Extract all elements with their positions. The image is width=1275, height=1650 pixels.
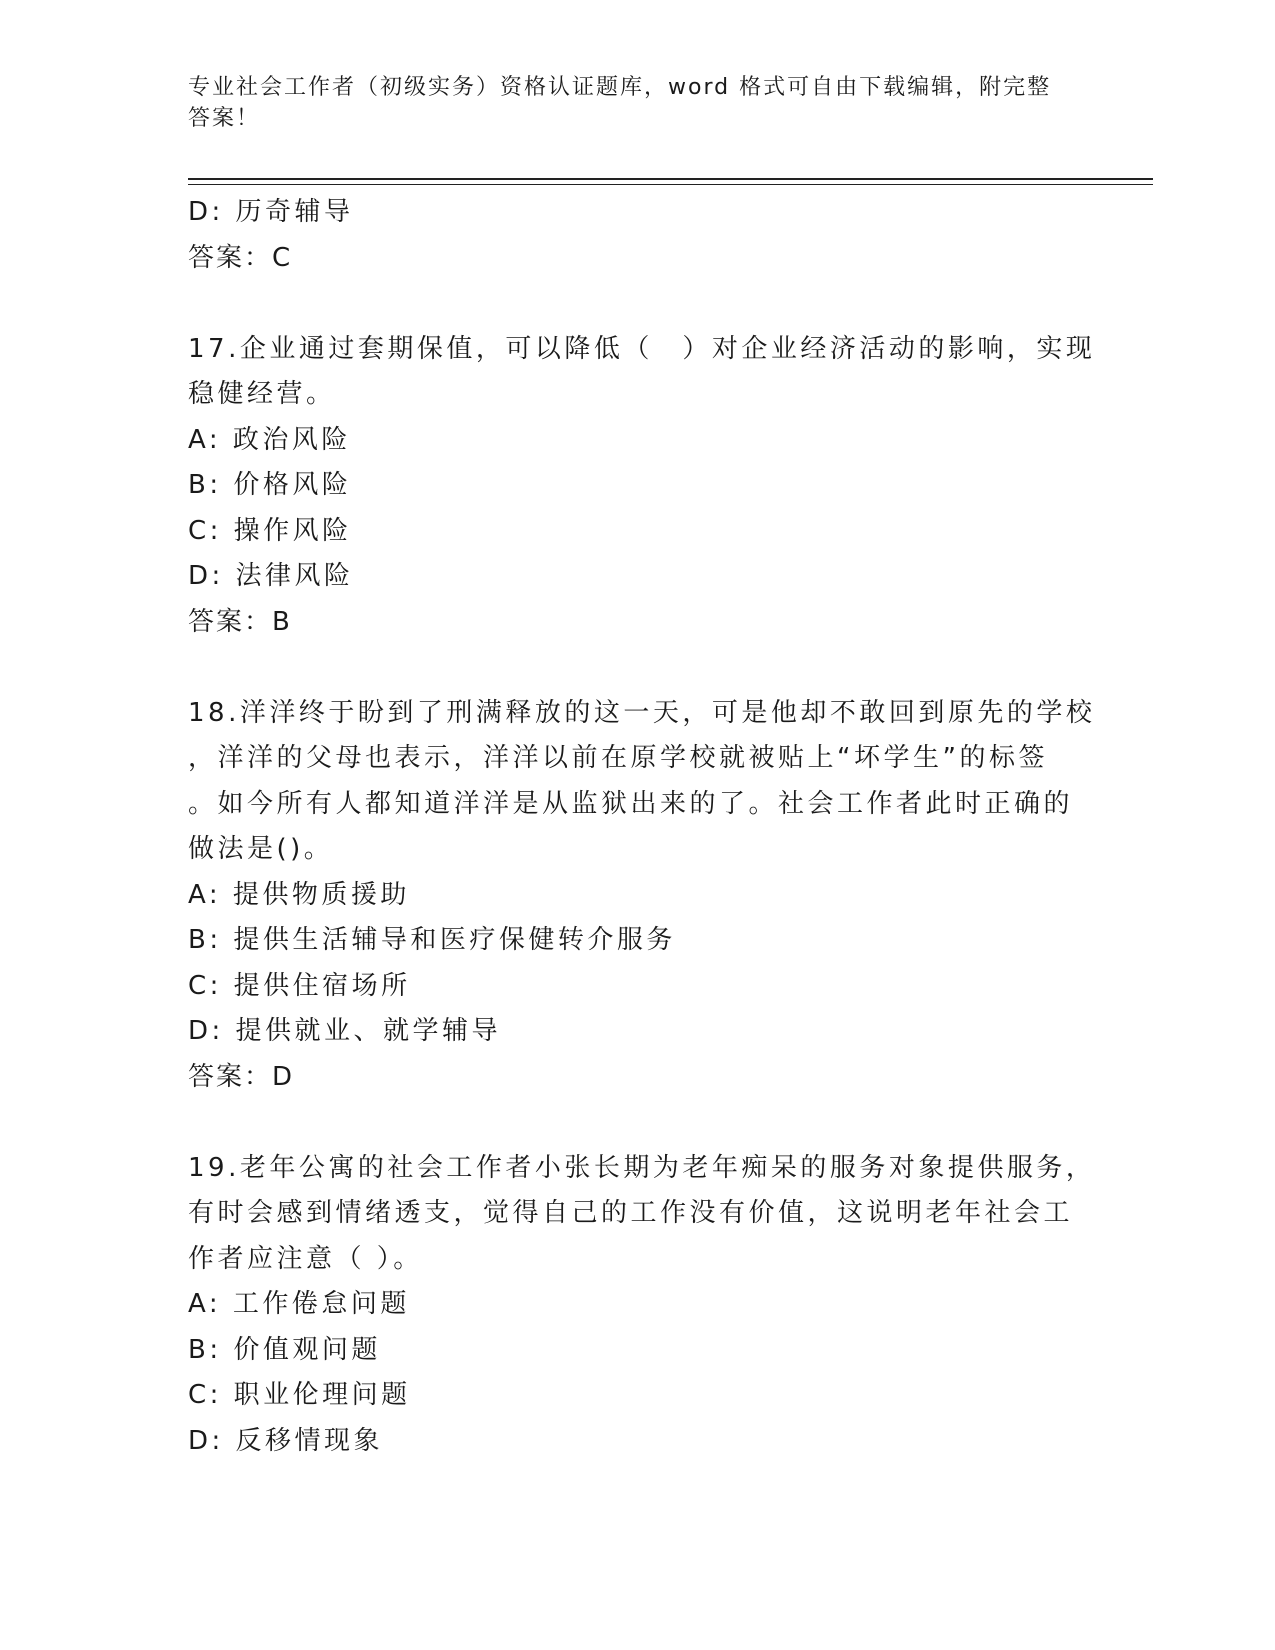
option-d: D: 法律风险 — [188, 561, 354, 591]
option-a: A: 工作倦怠问题 — [188, 1289, 410, 1319]
option-c: C: 提供住宿场所 — [188, 970, 411, 1001]
answer-line: 答案：D — [188, 1061, 295, 1092]
spacer — [188, 281, 1088, 327]
spacer — [188, 645, 1088, 691]
spacer — [188, 1100, 1088, 1146]
question-content — [188, 190, 1096, 1464]
option-b: B: 提供生活辅导和医疗保健转介服务 — [188, 925, 676, 955]
question-stem-line: 作者应注意（ ）。 — [188, 1243, 423, 1274]
option-d: D: 历奇辅导 — [188, 197, 354, 227]
question-stem-line: 。如今所有人都知道洋洋是从监狱出来的了。社会工作者此时正确的 — [188, 788, 1074, 819]
question-stem-line: 19.老年公寓的社会工作者小张长期为老年痴呆的服务对象提供服务， — [188, 1152, 1096, 1183]
option-b: B: 价值观问题 — [188, 1334, 381, 1365]
question-17 — [188, 327, 1096, 646]
question-stem-line: 17.企业通过套期保值，可以降低（ ）对企业经济活动的影响，实现 — [188, 333, 1096, 364]
question-stem-line: 稳健经营。 — [188, 379, 336, 409]
option-d: D: 提供就业、就学辅导 — [188, 1016, 502, 1046]
option-c: C: 职业伦理问题 — [188, 1380, 411, 1410]
header-rule-thick — [188, 178, 1153, 180]
question-stem-line: 做法是()。 — [188, 834, 334, 864]
header-rule-thin — [188, 184, 1153, 185]
document-header: 专业社会工作者（初级实务）资格认证题库，word 格式可自由下载编辑，附完整 答案！ — [188, 75, 1052, 131]
option-d: D: 反移情现象 — [188, 1425, 384, 1456]
option-c: C: 操作风险 — [188, 515, 352, 546]
option-a: A: 政治风险 — [188, 424, 351, 455]
option-a: A: 提供物质援助 — [188, 879, 410, 910]
question-18 — [188, 691, 1096, 1101]
answer-line: 答案：C — [188, 242, 293, 273]
option-b: B: 价格风险 — [188, 470, 352, 500]
question-19 — [188, 1146, 1096, 1465]
question-stem-line: 18.洋洋终于盼到了刑满释放的这一天，可是他却不敢回到原先的学校 — [188, 697, 1096, 728]
question-stem-line: 有时会感到情绪透支，觉得自己的工作没有价值，这说明老年社会工 — [188, 1198, 1074, 1228]
answer-line: 答案：B — [188, 606, 292, 637]
question-stem-line: ，洋洋的父母也表示，洋洋以前在原学校就被贴上“坏学生”的标签 — [188, 743, 1048, 773]
